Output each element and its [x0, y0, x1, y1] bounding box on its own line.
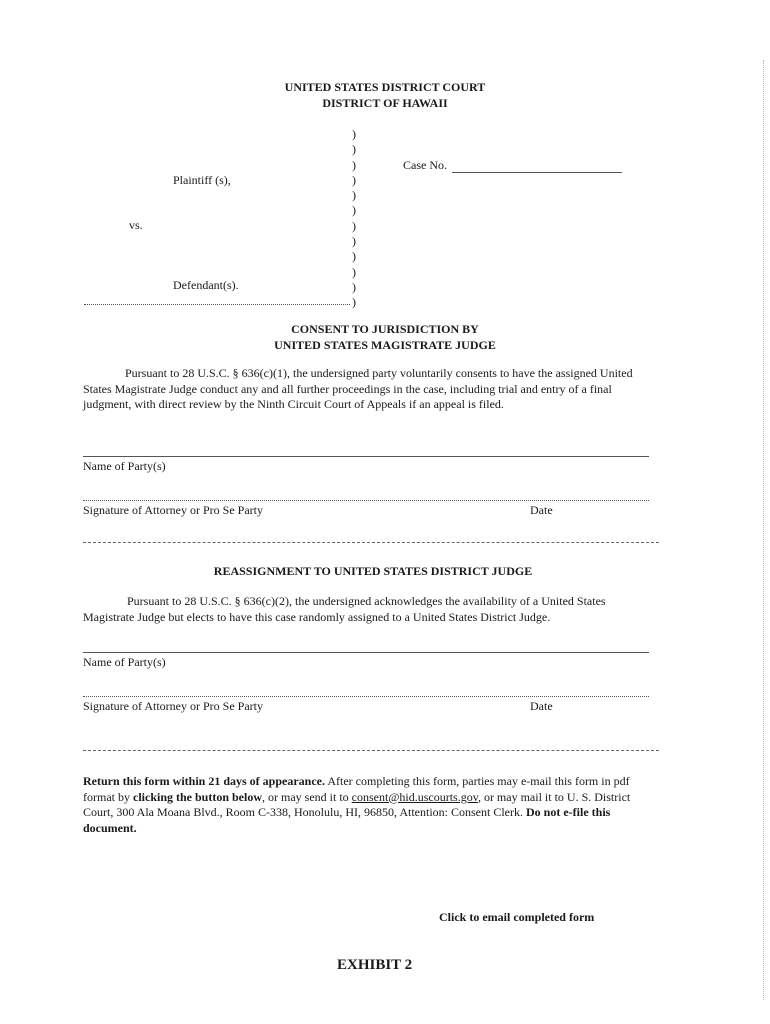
- exhibit-label: EXHIBIT 2: [337, 957, 413, 973]
- vs-label: vs.: [129, 218, 143, 232]
- section-divider: [83, 750, 659, 751]
- reassignment-date-label: Date: [530, 699, 553, 713]
- reassignment-title: REASSIGNMENT TO UNITED STATES DISTRICT JUDGE: [213, 564, 533, 578]
- consent-signature-label: Signature of Attorney or Pro Se Party: [83, 503, 263, 517]
- paren: ): [352, 157, 356, 172]
- paren: ): [352, 203, 356, 218]
- instructions-text: , or may send it to: [262, 789, 352, 804]
- paren: ): [352, 127, 356, 141]
- caption-paren-column: [352, 127, 364, 311]
- scan-edge-line: [763, 60, 764, 1000]
- defendant-label: Defendant(s).: [173, 278, 239, 292]
- instructions-button-ref: clicking the button below: [133, 789, 263, 804]
- case-no-label: Case No.: [403, 158, 447, 172]
- instructions-lead: Return this form within 21 days of appearance.: [83, 774, 325, 788]
- consent-email-link[interactable]: consent@hid.uscourts.gov: [351, 789, 478, 804]
- reassignment-name-field[interactable]: [83, 652, 649, 653]
- paren: ): [352, 234, 356, 249]
- paren: ): [352, 264, 356, 279]
- reassignment-signature-field[interactable]: [83, 696, 649, 697]
- paren: ): [352, 172, 356, 187]
- instructions-text: After completing this form, parties may e-mail this form in pdf format by: [83, 774, 630, 804]
- consent-date-label: Date: [530, 503, 553, 517]
- paren: ): [352, 188, 356, 203]
- consent-title-line2: UNITED STATES MAGISTRATE JUDGE: [274, 338, 496, 352]
- consent-title-line1: CONSENT TO JURISDICTION BY: [291, 322, 479, 336]
- court-name: UNITED STATES DISTRICT COURT: [284, 80, 486, 94]
- paren: ): [352, 279, 356, 294]
- email-form-button[interactable]: Click to email completed form: [439, 910, 595, 924]
- reassignment-signature-label: Signature of Attorney or Pro Se Party: [83, 699, 263, 713]
- consent-name-label: Name of Party(s): [83, 459, 166, 473]
- district-name: DISTRICT OF HAWAII: [322, 96, 448, 110]
- paren: ): [352, 218, 356, 233]
- consent-paragraph: Pursuant to 28 U.S.C. § 636(c)(1), the undersigned party voluntarily consents to have the assigned United States Magistrate Judge conduct any and all further proceedings in the case, including trial and entry of a final judgment, with direct review by the Ninth Circuit Court of Appeals if an appeal is filed.: [83, 366, 633, 412]
- instructions-text: , or may mail it to U. S. District Court, 300 Ala Moana Blvd., Room C-338, Honolulu, HI, 96850, Attention: Consent Clerk.: [83, 789, 631, 820]
- reassignment-name-label: Name of Party(s): [83, 655, 166, 669]
- paren: ): [352, 295, 356, 310]
- consent-signature-field[interactable]: [83, 500, 649, 501]
- paren: ): [352, 142, 356, 157]
- consent-name-field[interactable]: [83, 456, 649, 457]
- case-no-field[interactable]: [452, 172, 622, 173]
- paren: ): [352, 249, 356, 264]
- instructions-no-efile: Do not e-file this document.: [83, 805, 611, 835]
- plaintiff-label: Plaintiff (s),: [173, 173, 231, 187]
- section-divider: [83, 542, 659, 543]
- caption-underline: [84, 304, 350, 305]
- instructions-paragraph: [83, 774, 653, 836]
- reassignment-paragraph: Pursuant to 28 U.S.C. § 636(c)(2), the undersigned acknowledges the availability of a United States Magistrate Judge but elects to have this case randomly assigned to a United States District Judge.: [83, 594, 606, 624]
